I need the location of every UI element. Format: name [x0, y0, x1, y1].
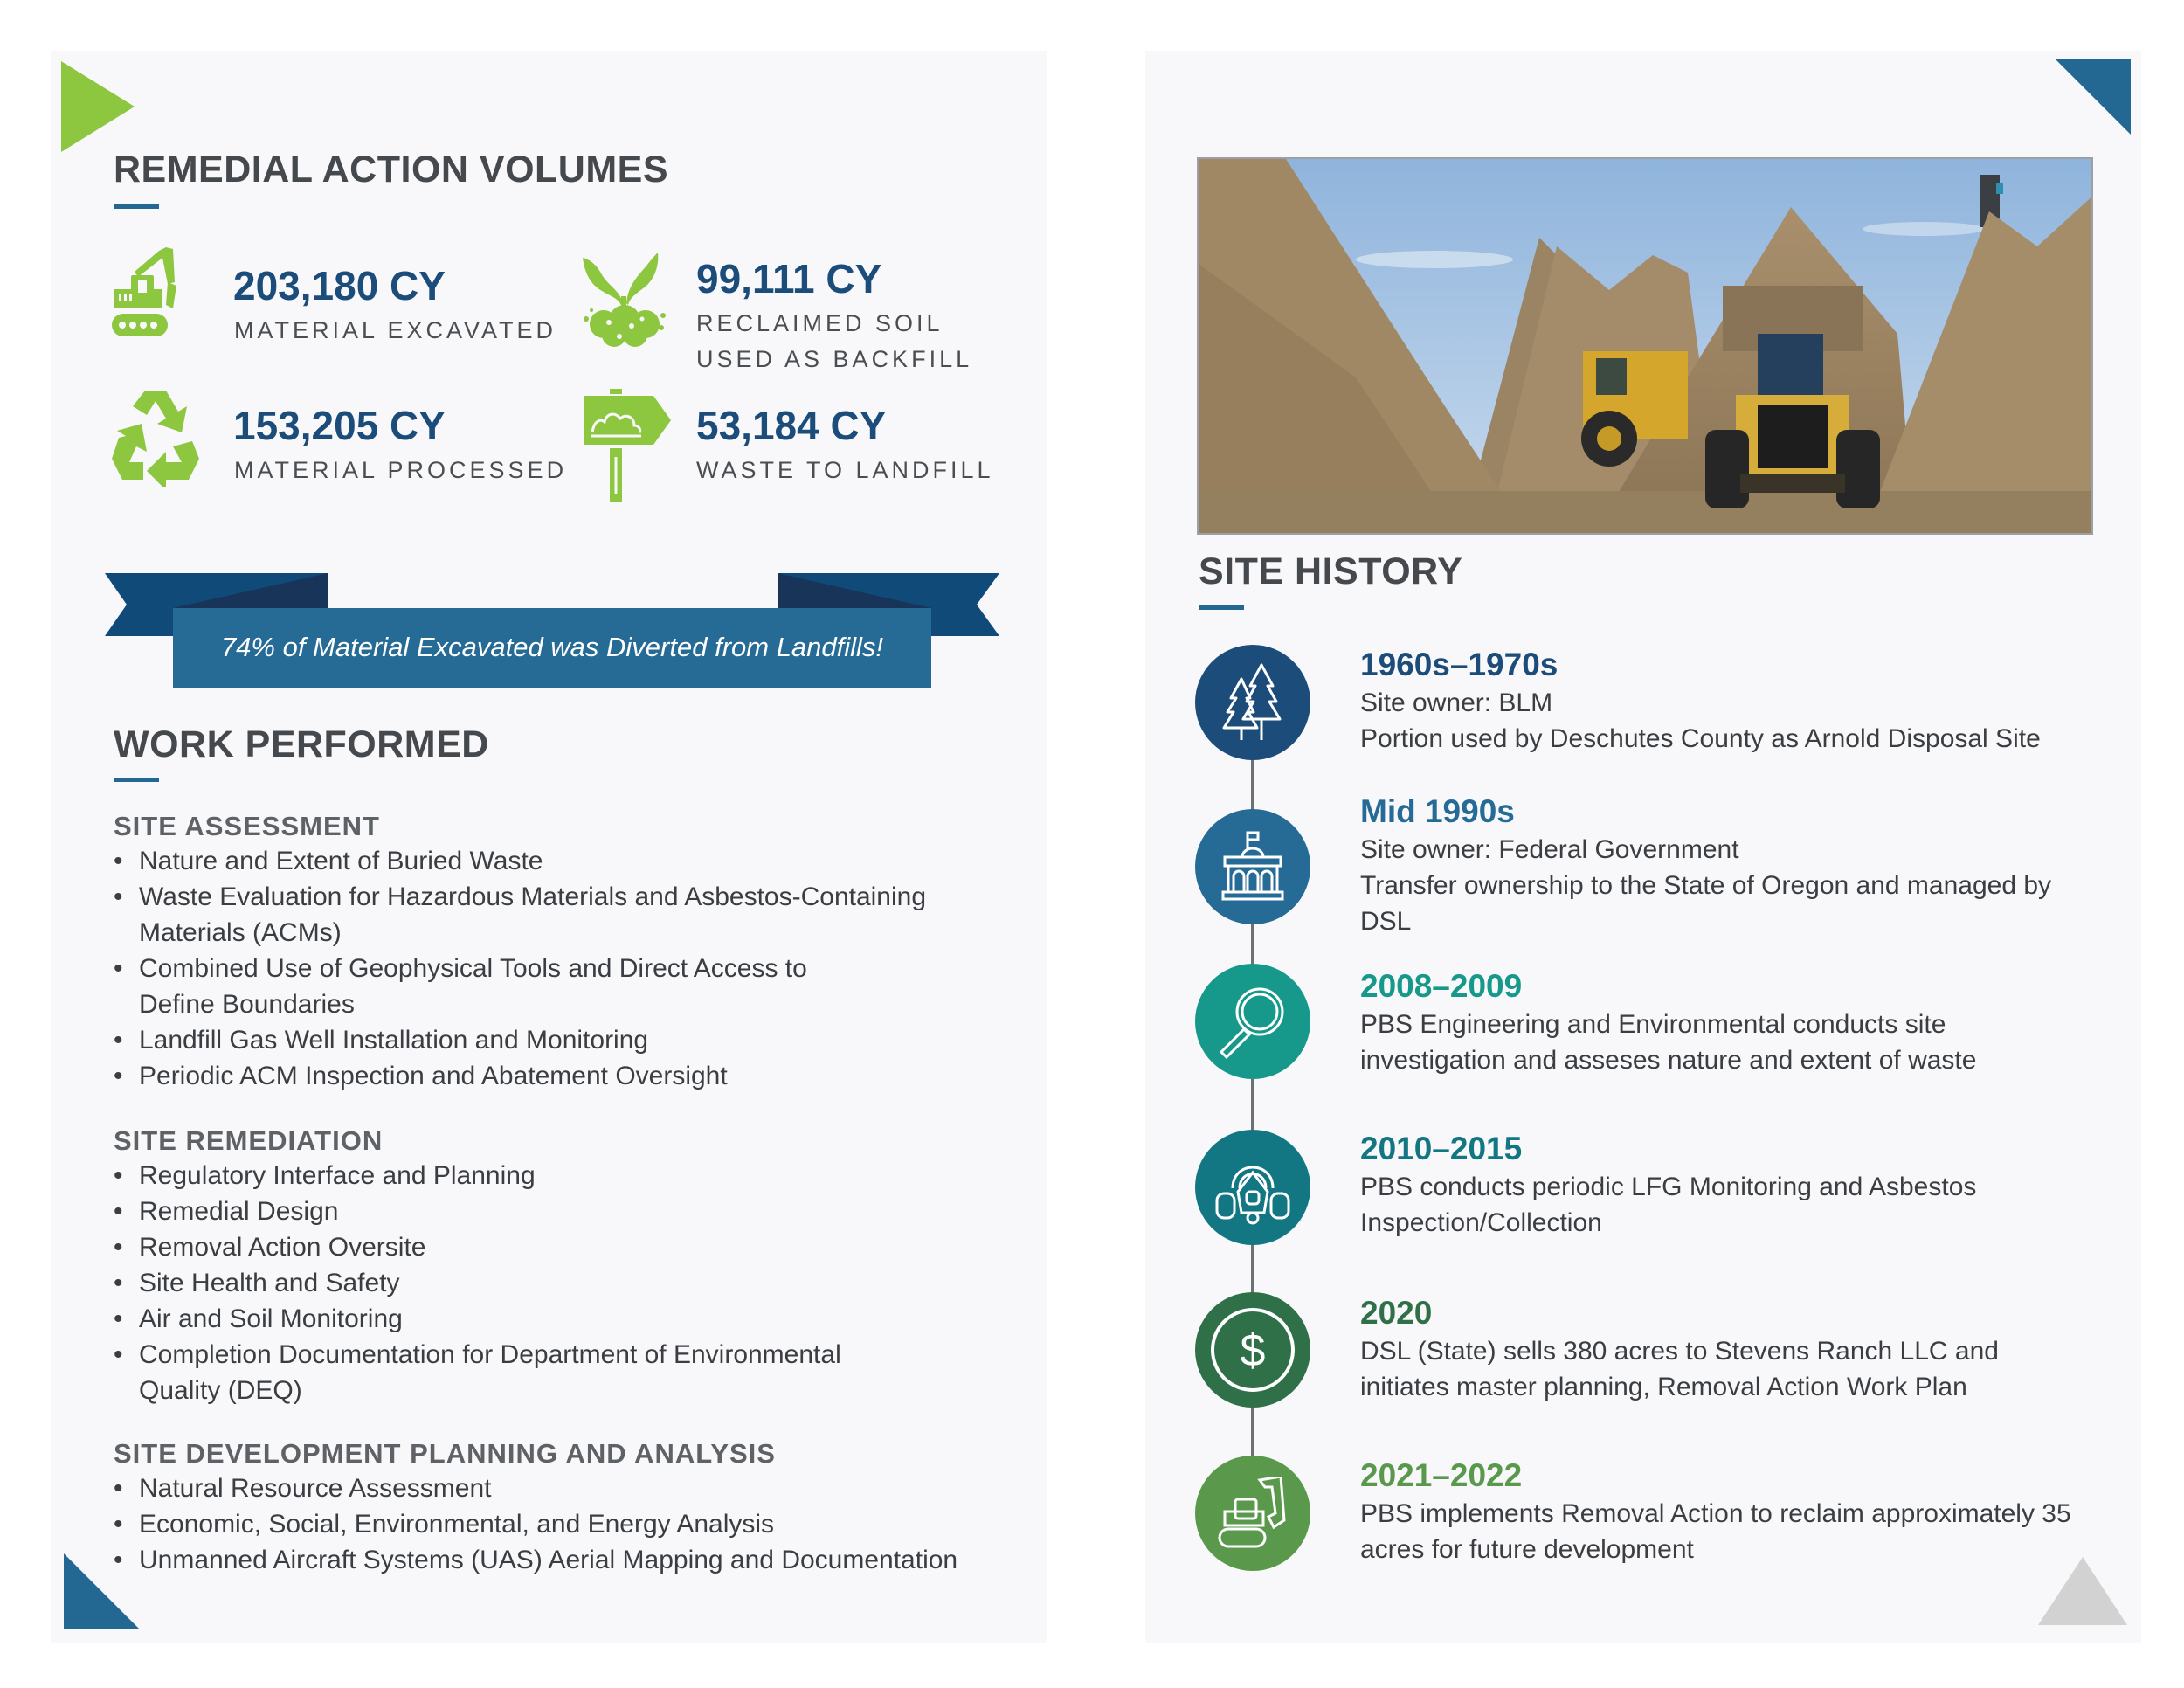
timeline-year: 1960s–1970s: [1360, 647, 1559, 682]
excavator-icon: [1218, 1477, 1288, 1550]
timeline-line: DSL (State) sells 380 acres to Stevens Ranch LLC and initiates master planning, Removal Action Work Plan: [1360, 1337, 1999, 1401]
stat-label-excavated: MATERIAL EXCAVATED: [234, 317, 557, 343]
government-building-icon: [1221, 831, 1284, 903]
timeline-line: PBS Engineering and Environmental conducts site investigation and asseses nature and extent of waste: [1360, 1010, 1977, 1075]
list-item: • Unmanned Aircraft Systems (UAS) Aerial Mapping and Documentation: [114, 1542, 1040, 1578]
timeline-circle-2010: [1195, 1130, 1310, 1245]
stat-label-landfill: WASTE TO LANDFILL: [696, 457, 994, 483]
list-item: • Landfill Gas Well Installation and Monitoring: [114, 1022, 987, 1058]
timeline-circle-2008: [1195, 964, 1310, 1079]
title-underline: [114, 204, 159, 209]
list-item: • Combined Use of Geophysical Tools and Direct Access to Define Boundaries: [114, 951, 830, 1022]
timeline-line: Portion used by Deschutes County as Arnold Disposal Site: [1360, 724, 2041, 753]
timeline-circle-2020: [1195, 1292, 1310, 1408]
sprouting-soil-icon: [581, 251, 668, 351]
recycle-icon: [112, 389, 199, 487]
timeline-year: 2008–2009: [1360, 968, 1523, 1004]
dollar-coin-icon: [1207, 1304, 1298, 1395]
list-item: • Natural Resource Assessment: [114, 1470, 1040, 1506]
corner-triangle-gray: [2038, 1557, 2127, 1625]
svg-text:$: $: [1240, 1325, 1266, 1376]
list-item: • Nature and Extent of Buried Waste: [114, 843, 987, 879]
stat-value-excavated: 203,180 CY: [233, 263, 446, 308]
stat-value-reclaimed: 99,111 CY: [696, 256, 882, 301]
excavator-icon: [112, 247, 199, 352]
site-development-list: [114, 1470, 1040, 1578]
site-assessment-heading: SITE ASSESSMENT: [114, 811, 380, 841]
site-remediation-list: [114, 1158, 987, 1408]
diversion-banner-text: 74% of Material Excavated was Diverted from Landfills!: [220, 632, 884, 662]
respirator-mask-icon: [1213, 1148, 1292, 1227]
work-performed-title: WORK PERFORMED: [114, 723, 489, 765]
list-item: • Removal Action Oversite: [114, 1229, 987, 1265]
list-item: • Regulatory Interface and Planning: [114, 1158, 987, 1193]
stat-value-landfill: 53,184 CY: [696, 403, 887, 448]
corner-triangle-green: [61, 61, 135, 152]
site-remediation-heading: SITE REMEDIATION: [114, 1125, 384, 1156]
site-photo: [1197, 157, 2093, 535]
title-underline: [114, 778, 159, 782]
site-history-title: SITE HISTORY: [1199, 550, 1463, 592]
stat-label-reclaimed-line2: USED AS BACKFILL: [696, 346, 973, 372]
corner-triangle-blue: [2056, 59, 2131, 135]
magnifying-glass-icon: [1218, 984, 1288, 1059]
list-item: • Economic, Social, Environmental, and Energy Analysis: [114, 1506, 1040, 1542]
stat-value-processed: 153,205 CY: [233, 403, 446, 448]
list-item: • Air and Soil Monitoring: [114, 1301, 987, 1337]
timeline-line: PBS conducts periodic LFG Monitoring and Asbestos Inspection/Collection: [1360, 1173, 1977, 1237]
timeline-line: PBS implements Removal Action to reclaim approximately 35 acres for future development: [1360, 1499, 2071, 1564]
site-assessment-list: [114, 843, 987, 1094]
list-item: • Completion Documentation for Department of Environmental Quality (DEQ): [114, 1337, 900, 1408]
stat-label-processed: MATERIAL PROCESSED: [234, 457, 568, 483]
list-item: • Site Health and Safety: [114, 1265, 987, 1301]
corner-triangle-blue: [64, 1553, 139, 1629]
landfill-sign-icon: [584, 389, 671, 502]
timeline-circle-2021: [1195, 1456, 1310, 1571]
timeline-circle-1960s: [1195, 645, 1310, 760]
timeline-line: Site owner: BLM: [1360, 688, 1553, 717]
stat-label-reclaimed-line1: RECLAIMED SOIL: [696, 310, 943, 336]
list-item: • Waste Evaluation for Hazardous Materials and Asbestos-Containing Materials (ACMs): [114, 879, 952, 951]
list-item: • Remedial Design: [114, 1193, 987, 1229]
title-underline: [1199, 605, 1244, 610]
timeline-line: Site owner: Federal Government: [1360, 835, 1739, 864]
timeline-year: 2021–2022: [1360, 1457, 1523, 1493]
pine-trees-icon: [1222, 663, 1283, 742]
timeline-year: Mid 1990s: [1360, 793, 1515, 829]
timeline-circle-mid-1990s: [1195, 809, 1310, 924]
list-item: • Periodic ACM Inspection and Abatement Oversight: [114, 1058, 987, 1094]
timeline-year: 2020: [1360, 1295, 1433, 1331]
timeline-year: 2010–2015: [1360, 1131, 1523, 1166]
timeline-line: Transfer ownership to the State of Oregon and managed by DSL: [1360, 871, 2052, 936]
site-development-heading: SITE DEVELOPMENT PLANNING AND ANALYSIS: [114, 1438, 776, 1469]
remedial-volumes-title: REMEDIAL ACTION VOLUMES: [114, 149, 669, 190]
